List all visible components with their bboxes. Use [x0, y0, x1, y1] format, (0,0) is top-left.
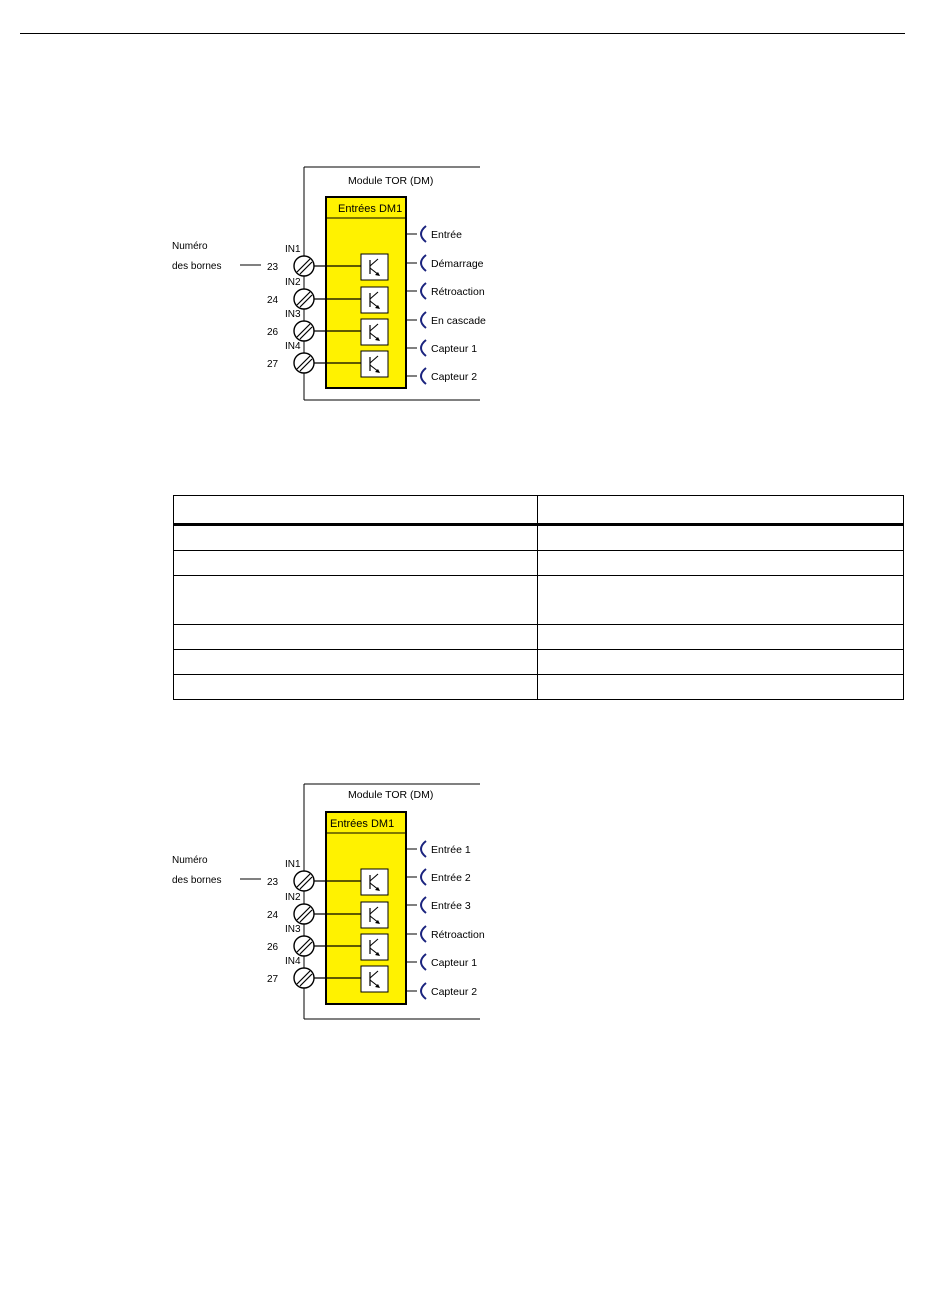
- connector-arc-icon: [421, 983, 426, 999]
- input-block-title: Entrées DM1: [338, 203, 403, 215]
- terminal-screw-icon: [294, 353, 314, 373]
- terminal-number: 24: [267, 910, 279, 921]
- table-cell: [538, 675, 904, 700]
- terminal-caption-line2: des bornes: [172, 875, 222, 886]
- data-table: [173, 495, 904, 700]
- input-block-title: Entrées DM1: [330, 818, 395, 830]
- output-connector: [406, 983, 477, 999]
- terminal-caption-line1: Numéro: [172, 855, 208, 866]
- connector-arc-icon: [421, 897, 426, 913]
- terminal-number: 27: [267, 359, 279, 370]
- table-cell: [174, 650, 538, 675]
- transistor-icon: [361, 902, 388, 928]
- input-label: IN2: [285, 892, 301, 903]
- input-label: IN4: [285, 956, 301, 967]
- table-row: [174, 675, 904, 700]
- transistor-icon: [361, 351, 388, 377]
- table-header-row: [174, 496, 904, 525]
- output-label: Entrée 2: [431, 872, 471, 884]
- connector-arc-icon: [421, 954, 426, 970]
- terminal-screw-icon: [294, 289, 314, 309]
- output-connector: [406, 841, 471, 857]
- table-header-cell: [538, 496, 904, 525]
- table-cell: [538, 525, 904, 551]
- output-label: Entrée: [431, 229, 462, 241]
- output-connector: [406, 340, 477, 356]
- terminal-caption-line2: des bornes: [172, 261, 222, 272]
- table-cell: [538, 576, 904, 625]
- transistor-icon: [361, 869, 388, 895]
- output-connector: [406, 897, 471, 913]
- table-cell: [538, 551, 904, 576]
- connector-arc-icon: [421, 368, 426, 384]
- table-cell: [174, 576, 538, 625]
- table-cell: [174, 675, 538, 700]
- header-rule: [20, 33, 905, 34]
- output-connector: [406, 226, 462, 242]
- table-row: [174, 551, 904, 576]
- table-cell: [538, 650, 904, 675]
- output-label: Capteur 1: [431, 343, 478, 355]
- terminal-caption-line1: Numéro: [172, 241, 208, 252]
- table-row: [174, 650, 904, 675]
- terminal-screw-icon: [294, 321, 314, 341]
- wiring-diagram-2: [160, 777, 500, 1022]
- output-label: Capteur 1: [431, 957, 478, 969]
- table-row: [174, 625, 904, 650]
- wiring-diagram-1: [160, 160, 500, 405]
- input-label: IN1: [285, 859, 301, 870]
- input-label: IN4: [285, 341, 301, 352]
- output-connector: [406, 926, 485, 942]
- terminal-screw-icon: [294, 904, 314, 924]
- module-title: Module TOR (DM): [348, 789, 434, 801]
- transistor-icon: [361, 287, 388, 313]
- output-connector: [406, 869, 471, 885]
- terminal-screw-icon: [294, 256, 314, 276]
- connector-arc-icon: [421, 869, 426, 885]
- connector-arc-icon: [421, 226, 426, 242]
- table-row: [174, 525, 904, 551]
- terminal-number: 23: [267, 877, 279, 888]
- connector-arc-icon: [421, 312, 426, 328]
- output-connector: [406, 255, 484, 271]
- table-cell: [174, 551, 538, 576]
- connector-arc-icon: [421, 926, 426, 942]
- terminal-screw-icon: [294, 968, 314, 988]
- output-label: Démarrage: [431, 258, 484, 270]
- terminal-number: 23: [267, 262, 279, 273]
- input-label: IN2: [285, 277, 301, 288]
- table-header-cell: [174, 496, 538, 525]
- table-cell: [538, 625, 904, 650]
- terminal-screw-icon: [294, 871, 314, 891]
- output-label: En cascade: [431, 315, 486, 327]
- input-label: IN3: [285, 924, 301, 935]
- connector-arc-icon: [421, 255, 426, 271]
- output-label: Rétroaction: [431, 286, 485, 298]
- output-connector: [406, 954, 477, 970]
- transistor-icon: [361, 966, 388, 992]
- output-label: Capteur 2: [431, 371, 478, 383]
- output-label: Entrée 1: [431, 844, 471, 856]
- output-connector: [406, 283, 485, 299]
- connector-arc-icon: [421, 283, 426, 299]
- terminal-number: 26: [267, 942, 279, 953]
- output-connectors: [406, 226, 486, 384]
- connector-arc-icon: [421, 841, 426, 857]
- table-cell: [174, 625, 538, 650]
- output-label: Entrée 3: [431, 900, 471, 912]
- input-label: IN3: [285, 309, 301, 320]
- diagram-svg: [160, 777, 500, 1022]
- transistor-icon: [361, 934, 388, 960]
- output-connector: [406, 312, 486, 328]
- transistor-icon: [361, 319, 388, 345]
- output-connector: [406, 368, 477, 384]
- table-row: [174, 576, 904, 625]
- input-label: IN1: [285, 244, 301, 255]
- terminal-number: 24: [267, 295, 279, 306]
- output-label: Rétroaction: [431, 929, 485, 941]
- transistor-icon: [361, 254, 388, 280]
- module-title: Module TOR (DM): [348, 175, 434, 187]
- terminal-number: 26: [267, 327, 279, 338]
- output-connectors: [406, 841, 485, 999]
- terminal-screw-icon: [294, 936, 314, 956]
- table-cell: [174, 525, 538, 551]
- diagram-svg: [160, 160, 500, 405]
- terminal-number: 27: [267, 974, 279, 985]
- connector-arc-icon: [421, 340, 426, 356]
- output-label: Capteur 2: [431, 986, 478, 998]
